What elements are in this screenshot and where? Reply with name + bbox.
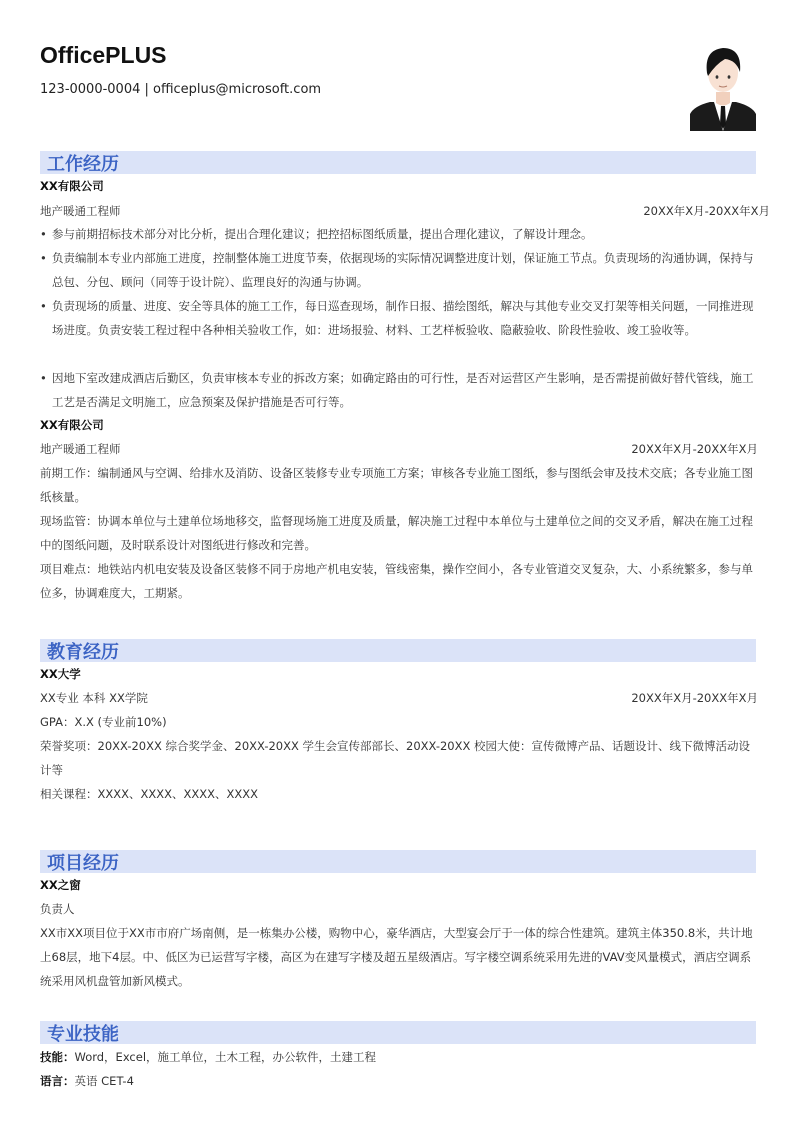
- section-work: 工作经历: [40, 151, 756, 174]
- edu-courses: 相关课程：XXXX、XXXX、XXXX、XXXX: [40, 787, 259, 801]
- work-1-title: 地产暖通工程师: [40, 204, 121, 218]
- contact-info: 123-0000-0004 | officeplus@microsoft.com: [40, 82, 322, 97]
- work-1-date: 20XX年X月-20XX年X月: [643, 204, 770, 218]
- edu-school: XX大学: [40, 667, 81, 681]
- avatar: [690, 40, 756, 131]
- work-1-bullet: • 负责现场的质量、进度、安全等具体的施工工作，每日巡查现场，制作日报、描绘图纸，解决与其他专业交叉打架等相关问题，一同推进现场进度。负责安装工程过程中各种相关验收工作，如：进场报验、材料、工艺样板验收、隐蔽验收、阶段性验收、竣工验收等。: [40, 299, 754, 337]
- work-2-date: 20XX年X月-20XX年X月: [631, 442, 758, 456]
- work-2-paragraph: 项目难点：地铁站内机电安装及设备区装修不同于房地产机电安装，管线密集，操作空间小，各专业管道交叉复杂，大、小系统繁多，参与单位多，协调难度大，工期紧。: [40, 562, 753, 600]
- resume-name: OfficePLUS: [40, 42, 167, 68]
- section-project: 项目经历: [40, 850, 756, 873]
- project-name: XX之窗: [40, 878, 81, 892]
- section-education: 教育经历: [40, 639, 756, 662]
- project-description: XX市XX项目位于XX市市府广场南侧，是一栋集办公楼，购物中心，豪华酒店，大型宴会厅于一体的综合性建筑。建筑主体350.8米，共计地上68层，地下4层。中、低区为已运营写字楼，高区为在建写字楼及超五星级酒店。写字楼空调系统采用先进的VAV变风量模式，酒店空调系统采用风机盘管加新风模式。: [40, 926, 753, 988]
- edu-honors: 荣誉奖项：20XX-20XX 综合奖学金、20XX-20XX 学生会宣传部部长、20XX-20XX 校园大使：宣传微博产品、话题设计、线下微博活动设计等: [40, 739, 751, 777]
- section-skills: 专业技能: [40, 1021, 756, 1044]
- work-2-company: XX有限公司: [40, 418, 104, 432]
- skills-language: 语言：英语 CET-4: [40, 1074, 134, 1088]
- skills-tech: 技能：Word，Excel，施工单位，土木工程，办公软件，土建工程: [40, 1050, 377, 1064]
- work-1-company: XX有限公司: [40, 179, 104, 193]
- work-2-title: 地产暖通工程师: [40, 442, 121, 456]
- edu-major: XX专业 本科 XX学院: [40, 691, 148, 705]
- work-2-paragraph: 前期工作：编制通风与空调、给排水及消防、设备区装修专业专项施工方案；审核各专业施工图纸，参与图纸会审及技术交底；各专业施工图纸核量。: [40, 466, 753, 504]
- work-1-bullet: • 负责编制本专业内部施工进度，控制整体施工进度节奏，依据现场的实际情况调整进度计划，保证施工节点。负责现场的沟通协调，保持与总包、分包、顾问（同等于设计院）、监理良好的沟通与协调。: [40, 251, 754, 289]
- edu-gpa: GPA：X.X (专业前10%): [40, 715, 167, 729]
- work-1-bullet: • 因地下室改建成酒店后勤区，负责审核本专业的拆改方案；如确定路由的可行性，是否对运营区产生影响，是否需提前做好替代管线，施工工艺是否满足文明施工，应急预案及保护措施是否可行等。: [40, 371, 754, 409]
- work-2-paragraph: 现场监管：协调本单位与土建单位场地移交，监督现场施工进度及质量，解决施工过程中本单位与土建单位之间的交叉矛盾，解决在施工过程中的图纸问题，及时联系设计对图纸进行修改和完善。: [40, 514, 753, 552]
- work-1-bullet: • 参与前期招标技术部分对比分析，提出合理化建议；把控招标图纸质量，提出合理化建议，了解设计理念。: [40, 227, 593, 241]
- edu-date: 20XX年X月-20XX年X月: [631, 691, 758, 705]
- project-role: 负责人: [40, 902, 75, 916]
